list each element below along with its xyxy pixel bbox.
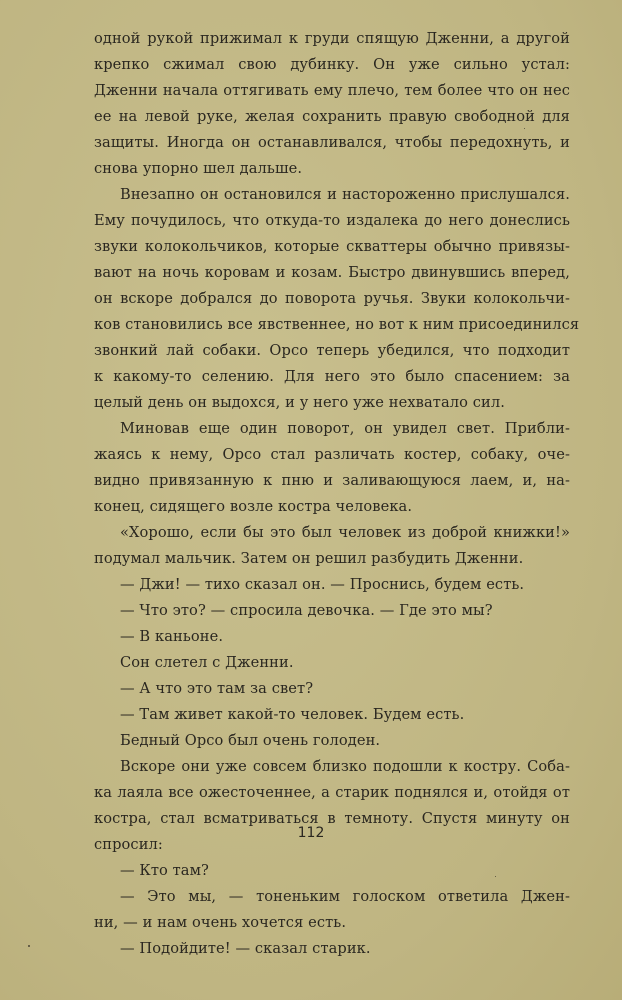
paragraph-start-line: «Хорошо, если бы это был человек из доброй книжки!» xyxy=(120,524,570,541)
text-line: снова упорно шел дальше. xyxy=(94,160,303,177)
text-line: спросил: xyxy=(94,836,163,853)
paragraph-start-line: Бедный Орсо был очень голоден. xyxy=(120,732,381,749)
paragraph-start-line: Миновав еще один поворот, он увидел свет. Прибли- xyxy=(120,420,570,437)
text-line: к какому-то селению. Для него это было спасением: за xyxy=(94,368,570,385)
paragraph-start-line: Сон слетел с Дженни. xyxy=(120,654,294,671)
paragraph-start-line: Внезапно он остановился и настороженно прислушался. xyxy=(120,186,570,203)
text-line: видно привязанную к пню и заливающуюся лаем, и, на- xyxy=(94,472,570,489)
text-line: костра, стал всматриваться в темноту. Спустя минуту он xyxy=(94,810,570,827)
text-line: звуки колокольчиков, которые скваттеры обычно привязы- xyxy=(94,238,570,255)
text-line: ее на левой руке, желая сохранить правую свободной для xyxy=(94,108,570,125)
text-line: звонкий лай собаки. Орсо теперь убедился, что подходит xyxy=(94,342,570,359)
dialogue-line: — Что это? — спросила девочка. — Где это мы? xyxy=(120,602,493,619)
dialogue-line: — В каньоне. xyxy=(120,628,224,645)
text-line: крепко сжимал свою дубинку. Он уже сильно устал: xyxy=(94,56,570,73)
dialogue-line: — Там живет какой-то человек. Будем есть. xyxy=(120,706,465,723)
page-number: 112 xyxy=(297,825,325,841)
text-line: ни, — и нам очень хочется есть. xyxy=(94,914,347,931)
text-line: ков становились все явственнее, но вот к ним присоединился xyxy=(94,316,580,333)
text-line: жаясь к нему, Орсо стал различать костер, собаку, оче- xyxy=(94,446,570,463)
dialogue-line: — Джи! — тихо сказал он. — Проснись, будем есть. xyxy=(120,576,525,593)
text-line: ка лаяла все ожесточеннее, а старик поднялся и, отойдя от xyxy=(94,784,570,801)
text-line: Дженни начала оттягивать ему плечо, тем более что он нес xyxy=(94,82,570,99)
paper-speck xyxy=(495,876,496,877)
dialogue-line: — А что это там за свет? xyxy=(120,680,314,697)
text-line: вают на ночь коровам и козам. Быстро двинувшись вперед, xyxy=(94,264,570,281)
text-line: целый день он выдохся, и у него уже нехватало сил. xyxy=(94,394,505,411)
text-line: подумал мальчик. Затем он решил разбудить Дженни. xyxy=(94,550,524,567)
paper-speck xyxy=(524,128,525,129)
dialogue-line: — Кто там? xyxy=(120,862,209,879)
text-line: он вскоре добрался до поворота ручья. Звуки колокольчи- xyxy=(94,290,570,307)
dialogue-line: — Это мы, — тоненьким голоском ответила Джен- xyxy=(120,888,570,905)
page-body xyxy=(94,26,580,962)
text-line: конец, сидящего возле костра человека. xyxy=(94,498,413,515)
dialogue-line: — Подойдите! — сказал старик. xyxy=(120,940,371,957)
text-line: одной рукой прижимал к груди спящую Дженни, а другой xyxy=(94,30,570,47)
text-line: защиты. Иногда он останавливался, чтобы передохнуть, и xyxy=(94,134,570,151)
paper-speck xyxy=(28,945,30,947)
text-line: Ему почудилось, что откуда-то издалека до него донеслись xyxy=(94,212,570,229)
paragraph-start-line: Вскоре они уже совсем близко подошли к костру. Соба- xyxy=(120,758,570,775)
